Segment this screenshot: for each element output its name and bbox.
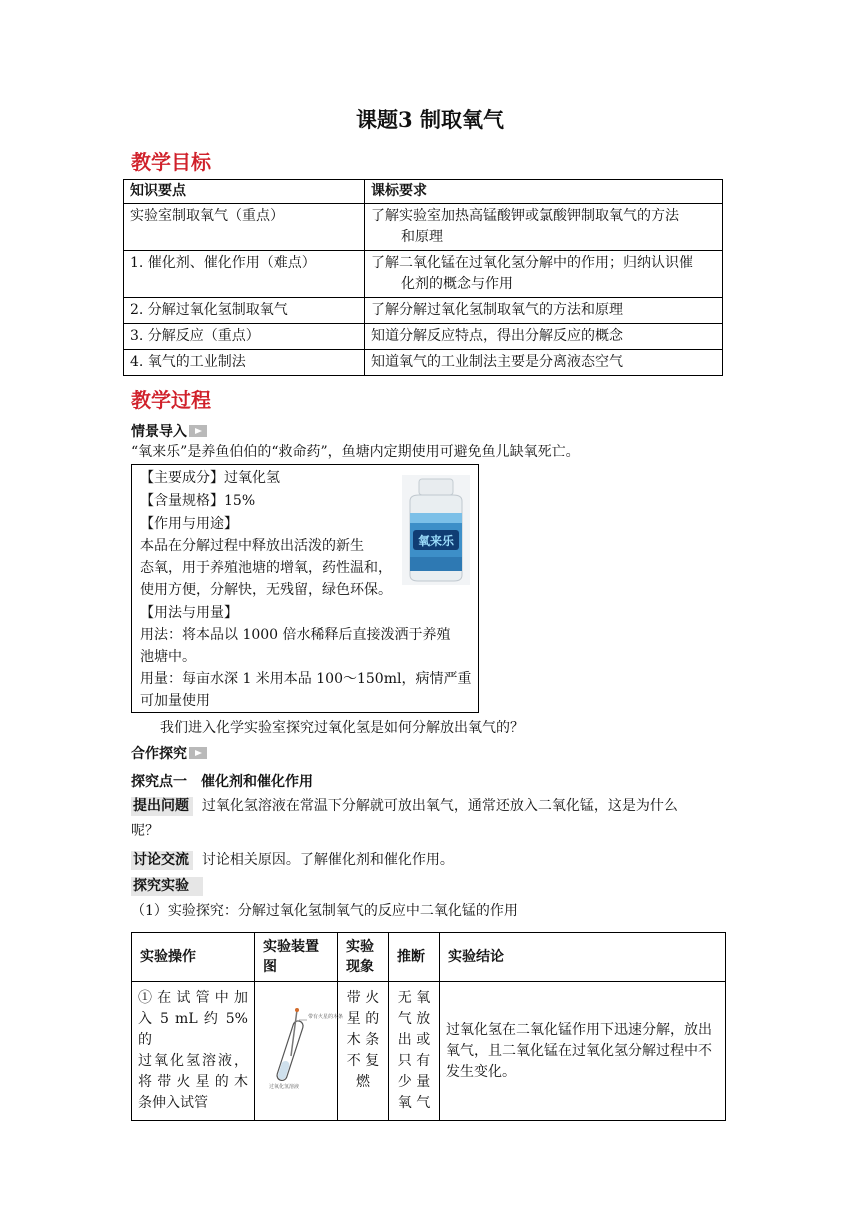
table-row (124, 204, 723, 251)
exp-operation-cell: ①在试管中加 入 5 mL 约 5%的 过氧化氢溶液， 将带火星的木 条伸入试管 (132, 982, 255, 1121)
exp-col-inference: 推断 (389, 933, 440, 982)
lead-text: 我们进入化学实验室探究过氧化氢是如何分解放出氧气的？ (160, 720, 524, 736)
intro-label: 情景导入 (131, 421, 207, 441)
goal-requirement: 知道氧气的工业制法主要是分离液态空气 (365, 350, 723, 376)
discuss-tag: 讨论交流 (131, 851, 193, 870)
exp-tag-line (131, 875, 203, 897)
test-tube-diagram (261, 1006, 344, 1090)
goals-header-row (124, 180, 723, 204)
product-ingredient: 【主要成分】过氧化氢 (140, 470, 280, 486)
intro-text: “氧来乐”是养鱼伯伯的“救命药”，鱼塘内定期使用可避免鱼儿缺氧死亡。 (131, 444, 580, 460)
goals-table (123, 179, 723, 376)
product-usage-label: 【用法与用量】 (140, 605, 238, 621)
product-spec: 【含量规格】15% (140, 493, 256, 509)
table-row (124, 251, 723, 298)
exp-apparatus-cell (255, 982, 344, 1121)
table-row (124, 298, 723, 324)
goals-col-req: 课标要求 (365, 180, 723, 204)
goals-heading: 教学目标 (131, 150, 211, 174)
arrow-right-icon (189, 425, 207, 437)
fig-label-stick: 带有火星的木条 (308, 1013, 344, 1020)
exp-col-conclusion: 实验结论 (440, 933, 726, 982)
table-row (124, 324, 723, 350)
exp-inference-cell: 无 氧 气 放 出 或 只 有 少 量 氧 气 (389, 982, 440, 1121)
exp-header-row (132, 933, 726, 982)
page-title: 课题3 制取氧气 (356, 107, 504, 132)
goal-point: 2. 分解过氧化氢制取氧气 (124, 298, 365, 324)
process-heading: 教学过程 (131, 388, 211, 412)
goal-point: 1. 催化剂、催化作用（难点） (124, 251, 365, 298)
product-desc-line: 态氧，用于养殖池塘的增氧，药性温和， (140, 560, 392, 576)
product-usage-line: 用法：将本品以 1000 倍水稀释后直接泼洒于养殖 (140, 627, 451, 643)
ask-paragraph-cont: 呢？ (131, 823, 159, 839)
coop-label: 合作探究 (131, 743, 207, 763)
goals-col-point: 知识要点 (124, 180, 365, 204)
table-row (124, 350, 723, 376)
goal-point: 3. 分解反应（重点） (124, 324, 365, 350)
product-desc-line: 使用方便，分解快，无残留，绿色环保。 (140, 582, 392, 598)
goal-requirement: 了解二氧化锰在过氧化氢分解中的作用；归纳认识催 化剂的概念与作用 (365, 251, 723, 298)
fig-label-solution: 过氧化氢溶液 (269, 1083, 300, 1090)
bottle-image (402, 475, 470, 585)
exp-caption: （1）实验探究：分解过氧化氢制氧气的反应中二氧化锰的作用 (131, 903, 518, 919)
product-dose-line: 可加量使用 (140, 693, 210, 709)
table-row (132, 982, 726, 1121)
exp-col-operation: 实验操作 (132, 933, 255, 982)
discuss-paragraph: 讨论交流 讨论相关原因。了解催化剂和催化作用。 (133, 852, 454, 868)
product-dose-line: 用量：每亩水深 1 米用本品 100～150ml，病情严重 (140, 671, 472, 687)
product-use-label: 【作用与用途】 (140, 516, 238, 532)
goal-point: 实验室制取氧气（重点） (124, 204, 365, 251)
product-usage-line: 池塘中。 (140, 649, 196, 665)
experiment-table (131, 932, 726, 1121)
goal-point: 4. 氧气的工业制法 (124, 350, 365, 376)
exp-phenomenon-cell: 带 火 星 的 木 条 不 复 燃 (338, 982, 389, 1121)
bottle-label: 氧来乐 (417, 534, 455, 548)
arrow-right-icon (189, 747, 207, 759)
goal-requirement: 了解分解过氧化氢制取氧气的方法和原理 (365, 298, 723, 324)
exp-conclusion-cell: 过氧化氢在二氧化锰作用下迅速分解，放出氧气，且二氧化锰在过氧化氢分解过程中不发生变化。 (440, 982, 726, 1121)
explore-point-1: 探究点一 催化剂和催化作用 (131, 774, 313, 790)
exp-tag: 探究实验 (131, 877, 203, 896)
exp-col-apparatus: 实验装置图 (255, 933, 338, 982)
ask-tag: 提出问题 (131, 797, 193, 816)
ask-paragraph: 提出问题 过氧化氢溶液在常温下分解就可放出氧气，通常还放入二氧化锰，这是为什么 (133, 798, 678, 814)
exp-col-phenomenon: 实验现象 (338, 933, 389, 982)
goal-requirement: 了解实验室加热高锰酸钾或氯酸钾制取氧气的方法 和原理 (365, 204, 723, 251)
product-desc-line: 本品在分解过程中释放出活泼的新生 (140, 538, 364, 554)
goal-requirement: 知道分解反应特点，得出分解反应的概念 (365, 324, 723, 350)
product-info-box (131, 464, 479, 713)
